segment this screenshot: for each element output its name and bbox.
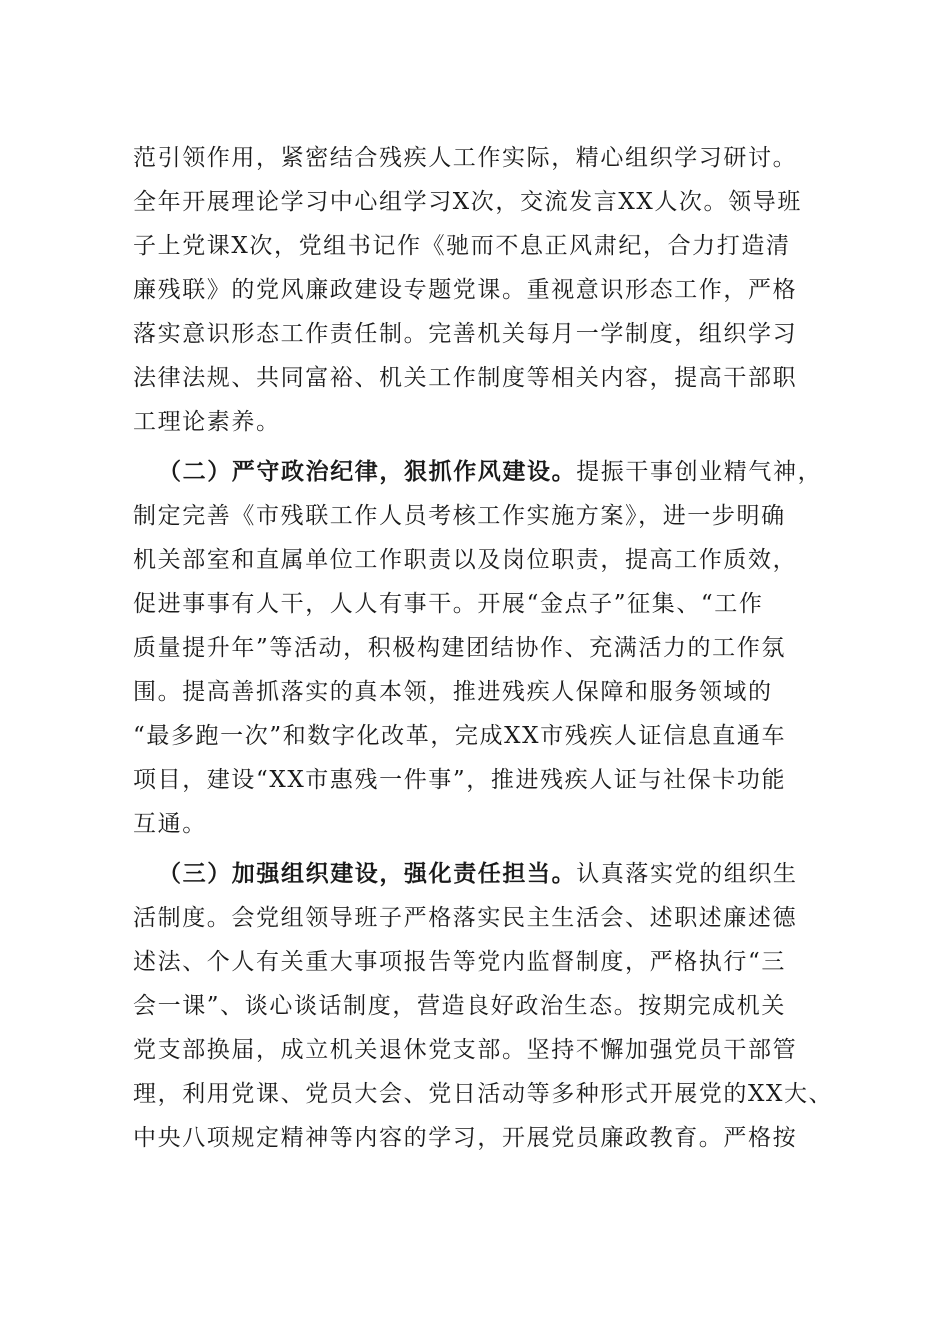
section-heading-2: （二）严守政治纪律，狠抓作风建设。 (158, 458, 577, 485)
text-line: “最多跑一次”和数字化改革，完成XX市残疾人证信息直通车 (133, 723, 787, 749)
text-line: 全年开展理论学习中心组学习X次，交流发言XX人次。领导班 (133, 189, 802, 215)
text-line: 理，利用党课、党员大会、党日活动等多种形式开展党的XX大、 (133, 1081, 834, 1107)
text-line: 廉残联》的党风廉政建设专题党课。重视意识形态工作，严格 (133, 277, 798, 303)
text-run: 认真落实党的组织生 (576, 861, 798, 887)
document-body (133, 136, 834, 1160)
text-line: 工理论素养。 (133, 409, 281, 435)
text-line: 项目，建设“XX市惠残一件事”，推进残疾人证与社保卡功能 (133, 767, 787, 793)
text-line: 党支部换届，成立机关退休党支部。坚持不懈加强党员干部管 (133, 1037, 798, 1063)
section-heading-3: （三）加强组织建设，强化责任担当。 (158, 860, 577, 887)
text-run: 提振干事创业精气神， (576, 459, 823, 485)
text-line: 机关部室和直属单位工作职责以及岗位职责，提高工作质效， (133, 547, 798, 573)
text-line: 制定完善《市残联工作人员考核工作实施方案》，进一步明确 (133, 503, 786, 529)
paragraph-2 (133, 450, 823, 846)
paragraph-first-line (133, 852, 823, 896)
text-line: 质量提升年”等活动，积极构建团结协作、充满活力的工作氛 (133, 635, 786, 661)
text-line: 活制度。会党组领导班子严格落实民主生活会、述职述廉述德 (133, 905, 798, 931)
paragraph-first-line (133, 450, 823, 494)
text-line: 述法、个人有关重大事项报告等党内监督制度，严格执行“三 (133, 949, 786, 975)
text-line: 范引领作用，紧密结合残疾人工作实际，精心组织学习研讨。 (133, 145, 798, 171)
text-line: 会一课”、谈心谈话制度，营造良好政治生态。按期完成机关 (133, 993, 786, 1019)
text-line: 子上党课X次，党组书记作《驰而不息正风肃纪，合力打造清 (133, 233, 791, 259)
paragraph-3 (133, 852, 834, 1160)
text-line: 互通。 (133, 811, 207, 837)
text-line: 中央八项规定精神等内容的学习，开展党员廉政教育。严格按 (133, 1125, 798, 1151)
paragraph-1 (133, 136, 823, 444)
text-line: 落实意识形态工作责任制。完善机关每月一学制度，组织学习 (133, 321, 798, 347)
text-line: 围。提高善抓落实的真本领，推进残疾人保障和服务领域的 (133, 679, 773, 705)
text-line: 法律法规、共同富裕、机关工作制度等相关内容，提高干部职 (133, 365, 798, 391)
text-line: 促进事事有人干，人人有事干。开展“金点子”征集、“工作 (133, 591, 764, 617)
